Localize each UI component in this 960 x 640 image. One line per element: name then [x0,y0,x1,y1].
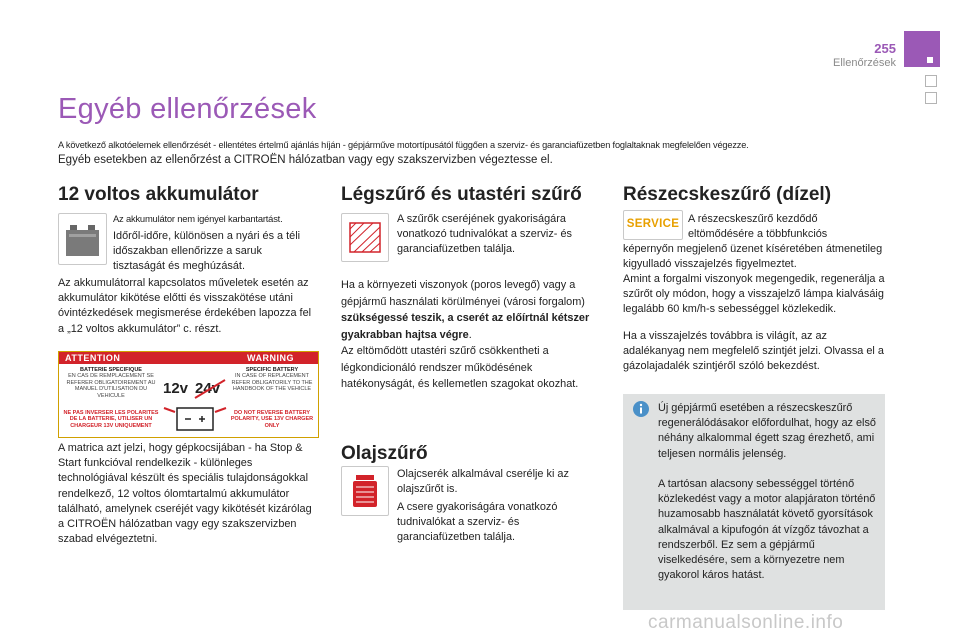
watermark: carmanualsonline.info [648,612,844,633]
info-paragraph-1: Új gépjármű esetében a részecskeszűrő regenerálódásakor előfordulhat, hogy az első néhány alkalommal égett szag érezhető, ami teljesen normális jelenség. [658,402,876,460]
battery-heading: 12 voltos akkumulátor [58,184,259,205]
service-icon-box [623,210,683,240]
info-paragraph-2: A tartósan alacsony sebességgel történő közlekedést vagy a motor alapjáraton történő huzamosabb használatát követő gyorsítások alkalmával a kipufogón át vízgőz távozhat a rendszerből. Ez sem a gépjármű viselkedésére, sem a környezetre nem gyakorol káros hatást. [658,478,876,582]
particle-paragraph-1b: képernyőn megjelenő üzenet kíséretében átmenetileg kigyulladó visszajelzés figyelmeztet. [623,243,883,271]
filters-paragraph-1: A szűrők cseréjének gyakoriságára vonatkozó tudnivalókat a szerviz- és garanciafüzetben találja. [397,213,572,256]
section-tab-marker [927,57,933,63]
section-tab-empty[interactable] [925,92,937,104]
battery-icon-box [58,213,107,265]
particle-paragraph-2: Amint a forgalmi viszonyok megengedik, regenerálja a szűrőt oly módon, hogy a visszajelző lámpa kialvásáig legalább 60 km/h-s sebességgel közlekedik. [623,273,885,316]
filters-p2-bold: szükségessé teszik, a cserét az előírtnál kétszer gyakrabban hajtsa végre [341,312,590,341]
label-24v: 24v [195,380,221,397]
battery-paragraph-1: Időről-időre, különösen a nyári és a téli időszakban ellenőrizze a saruk tisztaságát és meghúzását. [113,230,301,273]
label-english-bottom: DO NOT REVERSE BATTERY POLARITY, USE 13V CHARGER ONLY [230,410,314,429]
filters-heading: Légszűrő és utastéri szűrő [341,184,582,205]
info-icon [632,400,650,418]
air-filter-icon-box [341,213,389,262]
oil-filter-heading: Olajszűrő [341,443,428,464]
battery-paragraph-2: Az akkumulátorral kapcsolatos műveletek esetén az akkumulátor kikötése előtti és visszakötése utáni óvintézkedések megismerése érdekében lapozza fel a „12 voltos akkumulátor” c. részt. [58,277,312,335]
battery-warning-label [58,351,319,438]
filters-p2-text-a: Ha a környezeti viszonyok (poros levegő) vagy a gépjármű használati körülményei (városi forgalom) [341,279,585,308]
label-specific-en: SPECIFIC BATTERY [245,367,299,373]
filters-paragraph-2 [341,277,597,343]
particle-paragraph-1a: A részecskeszűrő kezdődő eltömődésére a többfunkciós [688,213,828,241]
page-title: Egyéb ellenőrzések [58,93,317,125]
label-english-block [229,367,315,393]
battery-paragraph-3: A matrica azt jelzi, hogy gépkocsijában - ha Stop & Start funkcióval rendelkezik - különleges technológiával készült és speciális tulajdonságokkal rendelkező, 12 voltos ólomtartalmú akkumulátor található, amelynek cseréjét vagy kikötését kizárólag a CITROËN hálózatban vagy egy szakszervizben szabad elvégeztetni. [58,442,312,546]
air-filter-icon [342,214,388,261]
intro-line-1: A következő alkotóelemek ellenőrzését - ellentétes értelmű ajánlás híján - gépjárműve motortípusától függően a szerviz- és garanciafüzetben foglaltaknak megfelelően végezze. [58,140,749,150]
label-attention: ATTENTION [65,353,121,363]
label-specific-fr: BATTERIE SPECIFIQUE [80,367,142,373]
battery-icon [59,214,106,264]
oil-filter-icon [342,467,388,515]
particle-filter-heading: Részecskeszűrő (dízel) [623,184,832,205]
section-tab-empty[interactable] [925,75,937,87]
battery-note: Az akkumulátor nem igényel karbantartást. [113,213,283,224]
label-french-block [63,367,159,399]
oil-filter-paragraph-2: A csere gyakoriságára vonatkozó tudnivalókat a szerviz- és garanciafüzetben találja. [397,501,558,544]
filters-paragraph-3: Az eltömődött utastéri szűrő csökkentheti a légkondicionáló rendszer működésének hatékonyságát, és kellemetlen szagokat okozhat. [341,345,579,390]
filters-p2-text-c: . [468,328,472,341]
oil-filter-icon-box [341,466,389,516]
particle-paragraph-3: Ha a visszajelzés továbbra is világít, az az adalékanyag nem megfelelő szintjét jelzi. Olvassa el a gázolajadalék szintjéről szóló bekezdést. [623,330,884,373]
service-warning-icon: SERVICE [626,218,680,230]
section-tab-active[interactable] [904,31,940,67]
prohibited-icon [193,378,227,400]
oil-filter-paragraph-1: Olajcserék alkalmával cserélje ki az olajszűrőt is. [397,468,569,496]
section-label: Ellenőrzések [833,57,896,69]
label-french-text: EN CAS DE REMPLACEMENT SE REFERER OBLIGATOIREMENT AU MANUEL D'UTILISATION DU VEHICULE [66,373,156,399]
battery-polarity-icon [161,400,229,434]
label-french-bottom: NE PAS INVERSER LES POLARITES DE LA BATTERIE, UTILISER UN CHARGEUR 13V UNIQUEMENT [63,410,159,429]
label-english-text: IN CASE OF REPLACEMENT REFER OBLIGATORILY TO THE HANDBOOK OF THE VEHICLE [231,373,313,393]
label-12v: 12v [163,380,189,397]
label-warning: WARNING [247,353,294,363]
page-number: 255 [874,41,896,56]
intro-line-2: Egyéb esetekben az ellenőrzést a CITROËN hálózatban vagy egy szakszervizben végeztesse el. [58,154,553,166]
info-box [623,394,885,610]
